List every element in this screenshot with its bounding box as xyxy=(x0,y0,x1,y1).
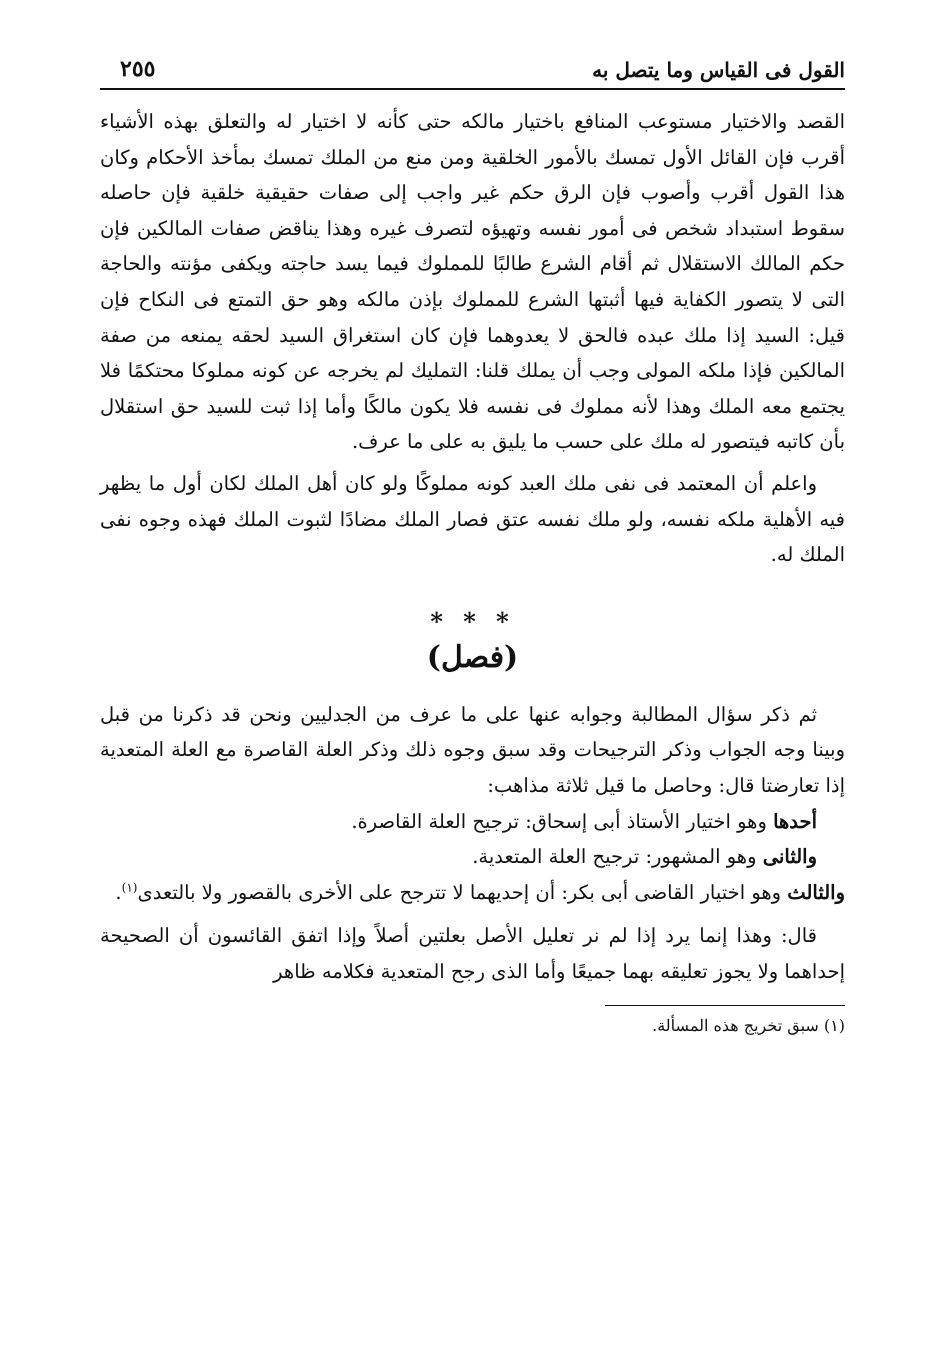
header-rule xyxy=(100,88,845,90)
opinion-label: والثالث xyxy=(787,880,845,904)
section-title: (فصل) xyxy=(426,639,519,675)
opinion-label: والثانى xyxy=(762,845,817,869)
main-text xyxy=(100,104,845,573)
section-separator: * * * xyxy=(430,606,515,636)
paragraph: ثم ذكر سؤال المطالبة وجوابه عنها على ما عرف من الجدليين ونحن قد ذكرنا من قبل وبينا وجه الجواب وذكر الترجيحات وقد سبق وجوه ذلك وذكر العلة القاصرة مع العلة المتعدية إذا تعارضتا قال: وحاصل ما قيل ثلاثة مذاهب: xyxy=(100,702,845,797)
paragraph: واعلم أن المعتمد فى نفى ملك العبد كونه مملوكًا ولو كان أهل الملك لكان أول ما يظهر فيه الأهلية ملكه نفسه، ولو ملك نفسه عتق فصار الملك مضادًا لثبوت الملك فهذه وجوه نفى الملك له. xyxy=(100,471,845,567)
paragraph: قال: وهذا إنما يرد إذا لم نر تعليل الأصل بعلتين أصلاً وإذا اتفق القائسون أن الصحيحة إحداهما ولا يجوز تعليقه بهما جميعًا وأما الذى رجح المتعدية فكلامه ظاهر xyxy=(100,924,845,983)
paragraph: القصد والاختيار مستوعب المنافع باختيار مالكه حتى كأنه لا اختيار له والتعلق بهذه الأشياء أقرب فإن القائل الأول تمسك بالأمور الخلقية ومن منع من الملك تمسك بمأخذ الأحكام وكان هذا القول أقرب وأصوب فإن الرق حكم غير واجب إلى صفات حقيقية خلقية فإن حاصله سقوط استبداد شخص فى أمور نفسه وتهيؤه لتصرف غيره وهذا يناقض صفات المالكين فإن حكم المالك الاستقلال ثم أقام الشرع طالبًا للمملوك فيما يسد حاجته ويكفى مؤنته والحاجة التى لا يتصور الكفاية فيها أثبتها الشرع للمملوك بإذن مالكه وهو حق التمتع فى النكاح فإن قيل: السيد إذا ملك عبده فالحق لا يعدوهما فإن كان استغراق السيد لحقه يمنعه من صفة المالكين فإذا ملكه المولى وجب أن يملك قلنا: التمليك لم يخرجه عن كونه مملوكا محتكمًا فلا يجتمع معه الملك وهذا لأنه مملوك فى نفسه فلا يكون مالكًا وأما إذا ثبت للسيد حق استقلال بأن كاتبه فيتصور له ملك على حسب ما يليق به على ما عرف. xyxy=(100,110,845,454)
footnote-marker[interactable]: (١) xyxy=(121,880,138,895)
opinion-item xyxy=(100,875,845,911)
sentence-end: . xyxy=(115,880,122,904)
opinion-text: وهو اختيار القاضى أبى بكر: أن إحديهما لا تترجح على الأخرى بالقصور ولا بالتعدى xyxy=(137,880,788,904)
footnote-rule xyxy=(605,1005,845,1006)
opinion-text: وهو اختيار الأستاذ أبى إسحاق: ترجيح العلة القاصرة. xyxy=(351,809,774,833)
page-number: ٢٥٥ xyxy=(120,56,156,82)
opinion-text: وهو المشهور: ترجيح العلة المتعدية. xyxy=(472,845,763,869)
opinion-item xyxy=(100,804,845,840)
footnote: (١) سبق تخريج هذه المسألة. xyxy=(652,1016,845,1036)
opinion-label: أحدها xyxy=(773,809,817,833)
running-title: القول فى القياس وما يتصل به xyxy=(592,58,845,82)
book-page xyxy=(100,40,845,1038)
section-text xyxy=(100,697,845,990)
opinion-item xyxy=(100,839,845,875)
running-header xyxy=(100,40,845,82)
